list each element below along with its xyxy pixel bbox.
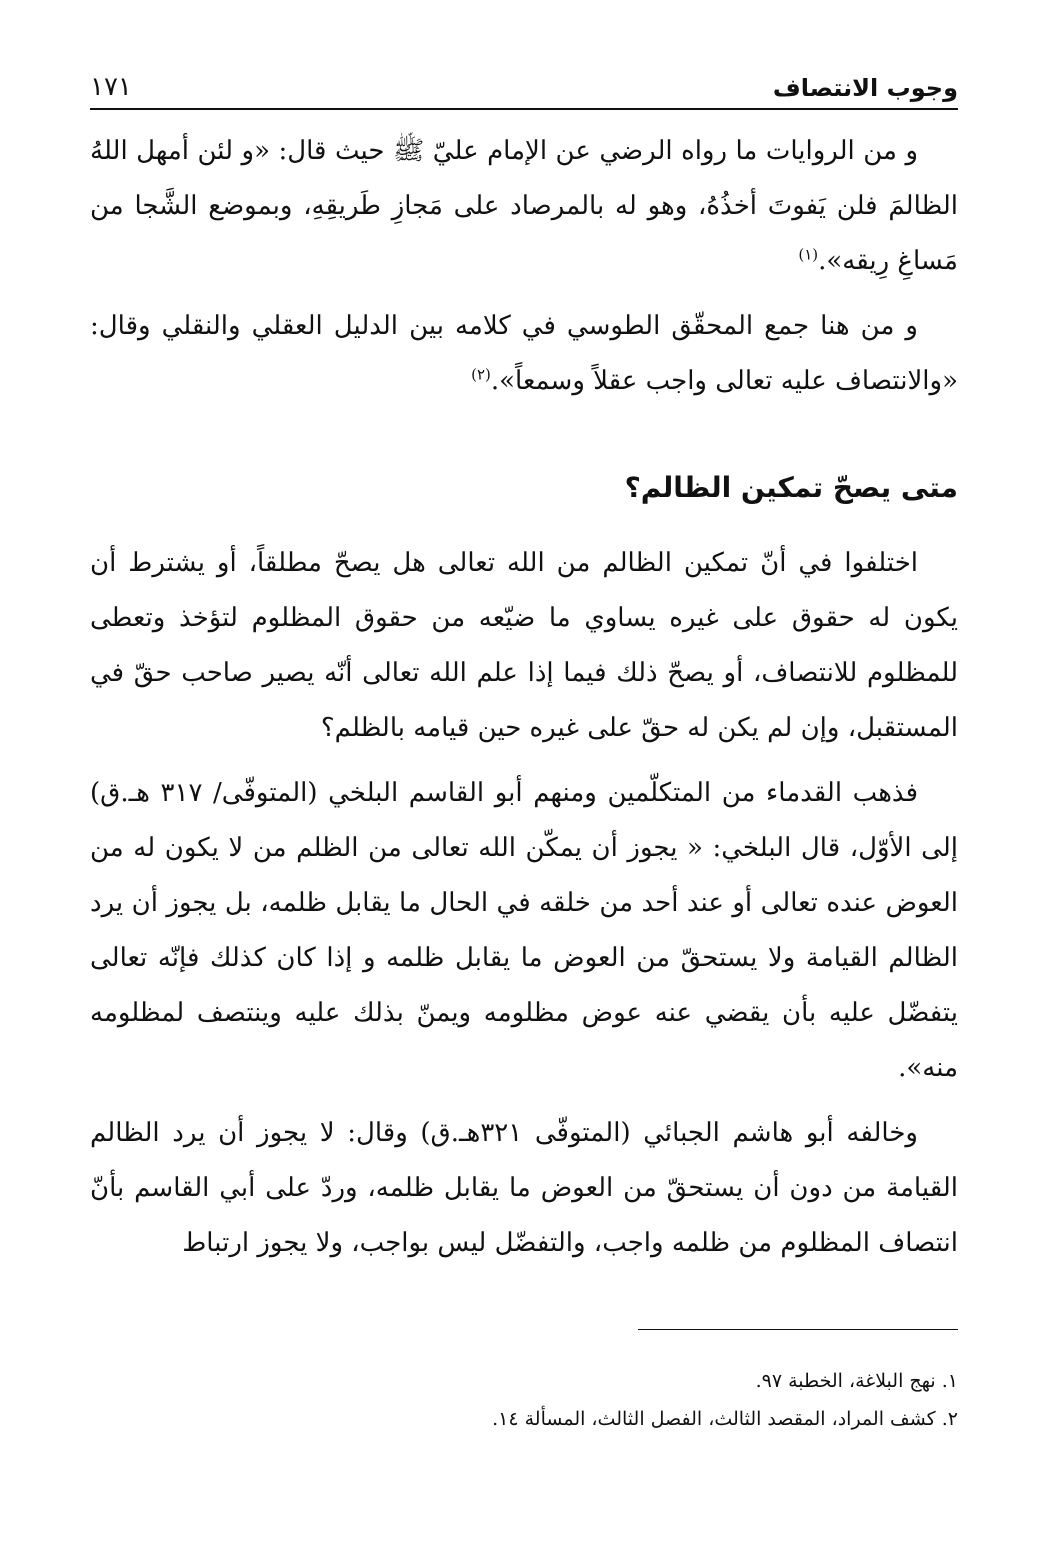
footnote-ref: (١) xyxy=(798,245,819,264)
footnote-divider xyxy=(638,1329,958,1330)
paragraph: اختلفوا في أنّ تمكين الظالم من الله تعالى هل يصحّ مطلقاً، أو يشترط أن يكون له حقوق على غيره يساوي ما ضيّعه من حقوق المظلوم لتؤخذ وتعطى للمظلوم للانتصاف، أو يصحّ ذلك فيما إذا علم الله تعالى أنّه يصير صاحب حقّ في المستقبل، وإن لم يكن له حقّ على غيره حين قيامه بالظلم؟ xyxy=(90,548,958,743)
running-header xyxy=(90,60,958,110)
footnote-ref: (٢) xyxy=(471,365,491,384)
paragraph: فذهب القدماء من المتكلّمين ومنهم أبو القاسم البلخي (المتوفّى/ ٣١٧ هـ.ق) إلى الأوّل، قال البلخي: « يجوز أن يمكّن الله تعالى من الظلم من لا يكون له من العوض عنده تعالى أو عند أحد من خلقه في الحال ما يقابل ظلمه، بل يجوز أن يرد الظالم القيامة ولا يستحقّ من العوض ما يقابل ظلمه و إذا كان كذلك فإنّه تعالى يتفضّل عليه بأن يقضي عنه عوض مظلومه ويمنّ بذلك عليه وينتصف لمظلومه منه». xyxy=(90,778,958,1083)
paragraph xyxy=(90,124,958,289)
footnotes xyxy=(90,1362,958,1438)
paragraph xyxy=(90,299,958,409)
paragraph-text: و من الروايات ما رواه الرضي عن الإمام عليّ ﷺ حيث قال: «و لئن أمهل اللهُ الظالمَ فلن يَفوتَ أخذُهُ، وهو له بالمرصاد على مَجازِ طَريقِهِ، وبموضع الشَّجا من مَساغِ رِيقه». xyxy=(90,136,958,276)
footnote: ١. نهج البلاغة، الخطبة ٩٧. xyxy=(755,1370,958,1392)
running-title: وجوب الانتصاف xyxy=(772,74,958,102)
book-page xyxy=(90,60,958,1281)
paragraph-text: و من هنا جمع المحقّق الطوسي في كلامه بين الدليل العقلي والنقلي وقال: «والانتصاف عليه تعالى واجب عقلاً وسمعاً». xyxy=(90,311,958,396)
footnote: ٢. كشف المراد، المقصد الثالث، الفصل الثالث، المسألة ١٤. xyxy=(492,1408,958,1430)
paragraph: وخالفه أبو هاشم الجبائي (المتوفّى ٣٢١هـ.ق) وقال: لا يجوز أن يرد الظالم القيامة من دون أن يستحقّ من العوض ما يقابل ظلمه، وردّ على أبي القاسم بأنّ انتصاف المظلوم من ظلمه واجب، والتفضّل ليس بواجب، ولا يجوز ارتباط xyxy=(90,1118,958,1258)
page-number: ١٧١ xyxy=(90,72,132,102)
section-heading: متى يصحّ تمكين الظالم؟ xyxy=(624,471,958,504)
main-text xyxy=(90,124,958,1271)
